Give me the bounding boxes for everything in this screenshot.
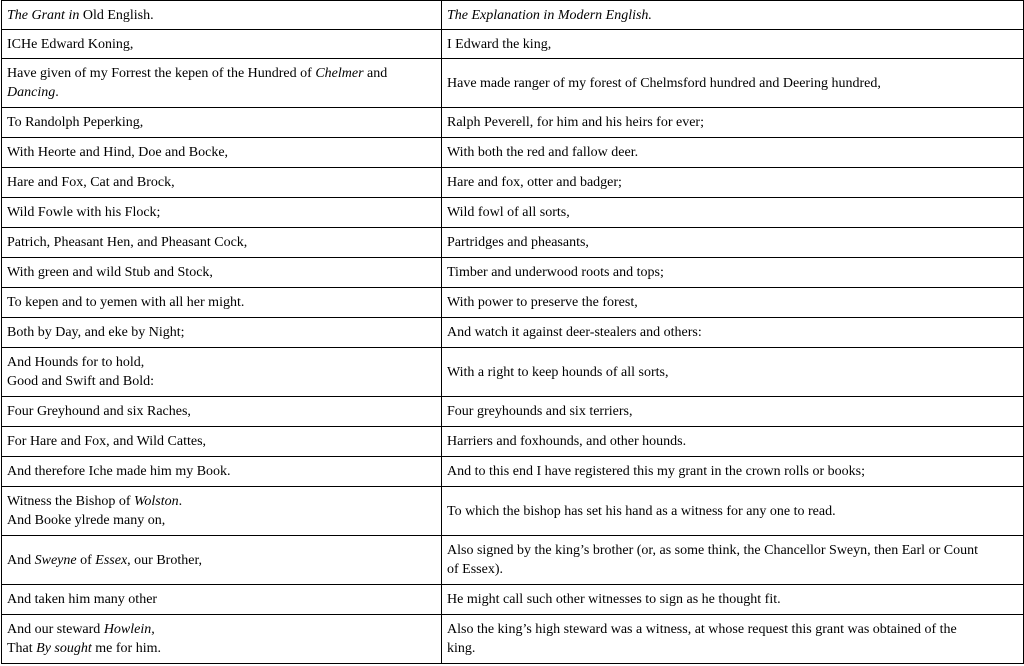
old-english-cell [2, 536, 442, 585]
text-segment: With green and wild Stub and Stock, [7, 265, 213, 280]
modern-english-cell [442, 288, 1024, 318]
modern-english-cell [442, 30, 1024, 59]
old-english-cell [2, 457, 442, 487]
modern-english-cell [442, 585, 1024, 615]
text-segment: With Heorte and Hind, Doe and Bocke, [7, 145, 229, 160]
text-segment: . [55, 85, 59, 100]
old-english-cell [2, 59, 442, 108]
modern-english-cell [442, 536, 1024, 585]
text-segment: With both the red and fallow deer. [447, 145, 639, 160]
text-segment: ICHe Edward Koning, [7, 36, 134, 52]
old-english-cell [2, 288, 442, 318]
text-segment: He might call such other witnesses to sign as he thought fit. [447, 592, 781, 607]
text-segment: . [178, 494, 183, 509]
old-english-cell [2, 30, 442, 59]
text-segment: Good and Swift and Bold: [7, 374, 154, 389]
header-modern-english [442, 1, 1024, 30]
header-old-english [2, 1, 442, 30]
text-segment: Old English. [82, 7, 154, 23]
old-english-cell [2, 487, 442, 536]
text-segment: With a right to keep hounds of all sorts, [447, 364, 669, 380]
text-segment: And taken him many other [7, 592, 158, 607]
old-english-cell [2, 427, 442, 457]
text-segment: Also signed by the king’s brother (or, as some think, the Chancellor Sweyn, then Earl or Count [447, 543, 978, 558]
table-row [2, 615, 1024, 664]
text-segment: Timber and underwood roots and tops; [447, 265, 664, 280]
text-segment: Chelmer [315, 66, 364, 81]
table-row [2, 228, 1024, 258]
table-row [2, 457, 1024, 487]
text-segment: And [7, 552, 35, 568]
text-segment: To Randolph Peperking, [7, 115, 144, 130]
text-segment: Howlein [103, 622, 152, 637]
table-row [2, 168, 1024, 198]
old-english-cell [2, 108, 442, 138]
text-segment: Also the king’s high steward was a witness, at whose request this grant was obtained of the [447, 622, 957, 637]
modern-english-cell [442, 348, 1024, 397]
table-row [2, 30, 1024, 59]
table-row [2, 427, 1024, 457]
modern-english-cell [442, 397, 1024, 427]
header-row [2, 1, 1024, 30]
table-row [2, 536, 1024, 585]
old-english-cell [2, 585, 442, 615]
text-segment: And watch it against deer-stealers and others: [447, 325, 702, 340]
text-segment: Ralph Peverell, for him and his heirs for ever; [447, 115, 704, 130]
modern-english-cell [442, 138, 1024, 168]
old-english-cell [2, 397, 442, 427]
text-segment: Harriers and foxhounds, and other hounds. [447, 434, 687, 449]
modern-english-cell [442, 168, 1024, 198]
table-row [2, 397, 1024, 427]
old-english-cell [2, 228, 442, 258]
text-segment: To kepen and to yemen with all her might. [7, 295, 245, 310]
text-segment: of Essex). [447, 562, 503, 577]
text-segment: And to this end I have registered this my grant in the crown rolls or books; [447, 464, 865, 479]
modern-english-cell [442, 258, 1024, 288]
text-segment: By sought [36, 641, 92, 656]
text-segment: Partridges and pheasants, [447, 235, 589, 250]
text-segment: And therefore Iche made him my Book. [7, 464, 231, 479]
table-row [2, 59, 1024, 108]
old-english-cell [2, 138, 442, 168]
text-segment: Dancing [7, 85, 56, 100]
old-english-cell [2, 258, 442, 288]
modern-english-cell [442, 108, 1024, 138]
modern-english-cell [442, 228, 1024, 258]
text-segment: Sweyne [34, 552, 77, 568]
text-segment: of [76, 552, 96, 568]
table-row [2, 585, 1024, 615]
text-segment: Wild fowl of all sorts, [447, 205, 570, 220]
text-segment: Four greyhounds and six terriers, [447, 404, 633, 419]
text-segment: Witness the Bishop of [7, 494, 134, 509]
table-row [2, 108, 1024, 138]
text-segment: Have made ranger of my forest of Chelmsford hundred and Deering hundred, [447, 75, 881, 91]
text-segment: Four Greyhound and six Raches, [7, 404, 191, 419]
text-segment: Wolston [133, 494, 179, 509]
text-segment: To which the bishop has set his hand as a witness for any one to read. [447, 503, 836, 519]
text-segment: And Hounds for to hold, [7, 355, 145, 370]
old-english-cell [2, 318, 442, 348]
text-segment: Hare and fox, otter and badger; [447, 175, 622, 190]
modern-english-cell [442, 198, 1024, 228]
text-segment: Have given of my Forrest the kepen of the Hundred of [7, 66, 316, 81]
modern-english-cell [442, 487, 1024, 536]
modern-english-cell [442, 427, 1024, 457]
table-row [2, 198, 1024, 228]
text-segment: Patrich, Pheasant Hen, and Pheasant Cock, [7, 235, 248, 250]
text-segment: and [363, 66, 388, 81]
table-row [2, 138, 1024, 168]
text-segment: Wild Fowle with his Flock; [7, 205, 161, 220]
table-row [2, 318, 1024, 348]
grant-table-body [2, 1, 1024, 664]
text-segment: And our steward [7, 622, 104, 637]
text-segment: I Edward the king, [447, 36, 552, 52]
text-segment: The Explanation in Modern English. [447, 7, 652, 23]
old-english-cell [2, 198, 442, 228]
table-row [2, 288, 1024, 318]
table-row [2, 348, 1024, 397]
text-segment: me for him. [91, 641, 161, 656]
old-english-cell [2, 168, 442, 198]
modern-english-cell [442, 457, 1024, 487]
text-segment: in [64, 7, 83, 23]
text-segment: And Booke ylrede many on, [7, 513, 166, 528]
text-segment: , [151, 622, 155, 637]
text-segment: , our Brother, [127, 552, 203, 568]
text-segment: For Hare and Fox, and Wild Cattes, [7, 434, 207, 449]
text-segment: Both by Day, and eke by Night; [7, 325, 185, 340]
text-segment: Essex [95, 552, 128, 568]
text-segment: Hare and Fox, Cat and Brock, [7, 175, 175, 190]
text-segment: With power to preserve the forest, [447, 295, 638, 310]
modern-english-cell [442, 59, 1024, 108]
modern-english-cell [442, 615, 1024, 664]
old-english-cell [2, 348, 442, 397]
old-english-cell [2, 615, 442, 664]
table-row [2, 258, 1024, 288]
text-segment: king. [447, 641, 476, 656]
grant-table [1, 0, 1024, 664]
text-segment: The Grant [7, 7, 65, 23]
modern-english-cell [442, 318, 1024, 348]
text-segment: That [7, 641, 37, 656]
table-row [2, 487, 1024, 536]
